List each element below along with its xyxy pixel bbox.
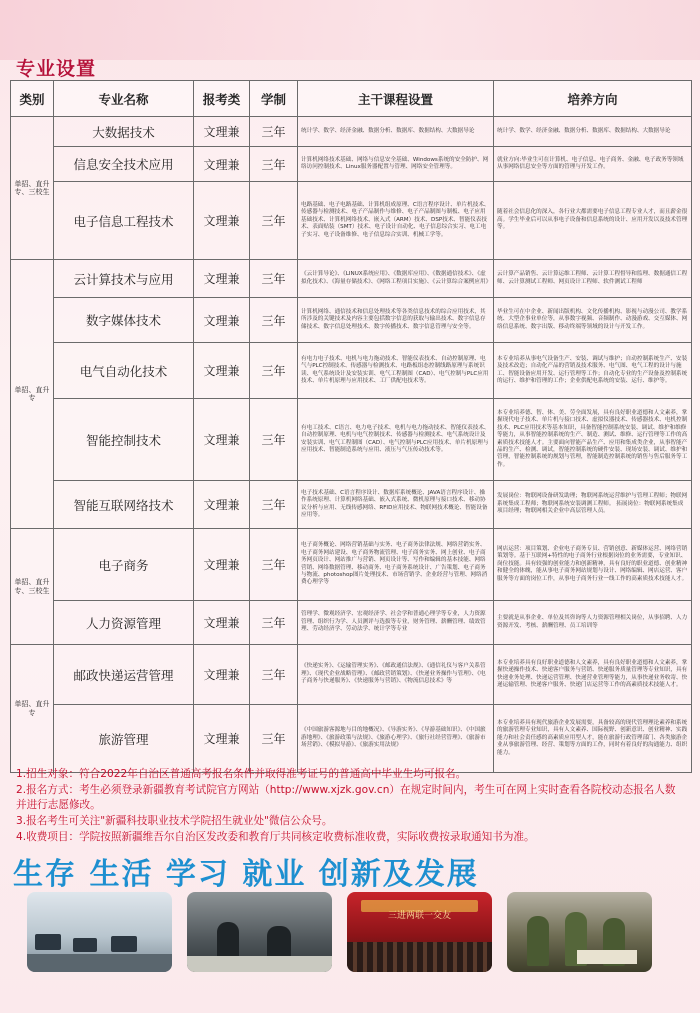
- header-category: 类别: [11, 81, 54, 117]
- category-cell: 单招、直升专: [11, 260, 54, 529]
- classroom-photo: [187, 892, 332, 972]
- ceremony-photo: [347, 892, 492, 972]
- duration: 三年: [250, 481, 298, 529]
- direction-cell: 本专业培养具有现代旅游企业发展需要，具备较高的现代管理理论素养和系统的旅游管理专业知识，具有人文素养、国际视野、创新意识、创业精神、实践能力和社会责任感的高素质应用型人才，能在旅游行政管理部门、各类旅游企业从事旅游管理、经营、策划等方面的工作，同时有着良好的沟通能力、组织能力。: [494, 705, 692, 773]
- note-fees: 4.收费项目：学院按照新疆维吾尔自治区发改委和教育厅共同核定收费标准收费，实际收费按录取通知书为准。: [16, 830, 535, 843]
- header-direction: 培养方向: [494, 81, 692, 117]
- duration: 三年: [250, 117, 298, 147]
- course-cell: 有电工技术、C语言、电力电子技术、电机与电力拖动技术、智能仪表技术、自动控制原理、电机与电气控制技术、传感器与检测技术、电气系统设计及安装实训、电气工程制图（CAD）、电气控制与PLC应用技术、单片机原理与应用技术、智能制造系统与应用、液压与气压传动技术等。: [298, 399, 494, 481]
- major-name: 智能控制技术: [54, 399, 194, 481]
- course-cell: 电子技术基础、C语言程序设计、数据库系统概论、JAVA语言程序设计、操作系统原理、计算机网络基础、嵌入式系统、微机原理与接口技术、移动协议分析与应用、无线传感网络、RFID应用技术、物联网技术概论、智能设备应用等。: [298, 481, 494, 529]
- exam-type: 文理兼: [194, 399, 250, 481]
- duration: 三年: [250, 260, 298, 298]
- exam-type: 文理兼: [194, 529, 250, 601]
- header-duration: 学制: [250, 81, 298, 117]
- direction-cell: 随着社会信息化的深入，各行业大都需要电子信息工程专业人才，而且薪金很高。学生毕业后可以从事电子设备和信息系统的设计、应用开发以及技术管理等。: [494, 182, 692, 260]
- header-exam-type: 报考类: [194, 81, 250, 117]
- major-name: 旅游管理: [54, 705, 194, 773]
- duration: 三年: [250, 529, 298, 601]
- table-row: [11, 601, 692, 645]
- exam-type: 文理兼: [194, 645, 250, 705]
- duration: 三年: [250, 705, 298, 773]
- note-wechat: 3.报名考生可关注"新疆科技职业技术学院招生就业处"微信公众号。: [16, 815, 333, 828]
- course-cell: 电路基础、电子电路基础、计算机组成原理、C语言程序设计、单片机技术、传感器与检测技术、电子产品制作与维修、电子产品制图与制板、电子应用基础技术、计算机网络技术、嵌入式（ARM）技术、DSP技术、智能仪表技术、表面贴装（SMT）技术、电子设计自动化、电子信息综合实习、电工电子实习、电子设备维修、电子信息综合实训、机械工学等。: [298, 182, 494, 260]
- table-row: [11, 529, 692, 601]
- header-decoration: [0, 0, 700, 60]
- major-name: 信息安全技术应用: [54, 147, 194, 182]
- exam-type: 文理兼: [194, 260, 250, 298]
- exam-type: 文理兼: [194, 147, 250, 182]
- exam-type: 文理兼: [194, 298, 250, 343]
- course-cell: 《快递实务》、《运输管理实务》、《邮政通信法规》、《通信礼仪与客户关系管理》、《现代企业战略管理》、《邮政营销策划》、《快递业务操作与管理》、《电子商务与快递服务》、《快递服务与营销》、《物流信息技术》等: [298, 645, 494, 705]
- duration: 三年: [250, 182, 298, 260]
- category-cell: 单招、直升专: [11, 645, 54, 773]
- exam-type: 文理兼: [194, 601, 250, 645]
- course-cell: 有电力电子技术、电机与电力拖动技术、智能仪表技术、自动控制原理、电气与PLC控制技术、传感器与检测技术、电路板组态控制线路原理与系统识读、电气系统设计及安装实训、电气工程制图（CAD）、电气控制与PLC应用技术、单片机原理与应用技术、工厂供配电技术等。: [298, 343, 494, 399]
- course-cell: 《云计算导论》、《LINUX系统应用》、《数据库应用》、《数据通信技术》、《虚拟化技术》、《海量存储技术》、《网络工程项目实施》、《云计算综合案例应用》: [298, 260, 494, 298]
- course-cell: 统计学、数学、经济金融、数据分析、数据库、数据结构、大数据导论: [298, 117, 494, 147]
- table-row: [11, 147, 692, 182]
- direction-cell: 云计算产品销售、云计算运维工程师、云计算工程督导和监理、数据通信工程师、云计算测试工程师、网页设计工程师、软件测试工程师: [494, 260, 692, 298]
- table-row: [11, 182, 692, 260]
- photo-strip: [27, 892, 672, 972]
- direction-cell: 统计学、数学、经济金融、数据分析、数据库、数据结构、大数据导论: [494, 117, 692, 147]
- duration: 三年: [250, 343, 298, 399]
- duration: 三年: [250, 147, 298, 182]
- duration: 三年: [250, 298, 298, 343]
- direction-cell: 毕业生可在中企业、新闻出版机构、文化传播机构、影视与动漫公司、教学系统、大型企事业单位等，从事数字视频、音频制作、动漫游戏、交互媒体、网络信息系统、数字出版、移动终端等领域的设计与开发工作。: [494, 298, 692, 343]
- slogan: 生存 生活 学习 就业 创新及发展: [13, 857, 479, 892]
- direction-cell: 发展岗位：物联网设备研发助理；物联网系统运营维护与管理工程师；物联网系统集成工程师；物联网系统安装调测工程师。 拓展岗位：物联网系统集成项目经理；物联网相关企业中高层管理人员。: [494, 481, 692, 529]
- note-registration: 2.报名方式：考生必须登录新疆教育考试院官方网站（http://www.xjzk.gov.cn）在规定时间内，考生可在网上实时查看各院校动态报名人数并进行志愿修改。: [16, 783, 676, 812]
- category-cell: 单招、直升专、三校生: [11, 529, 54, 645]
- course-cell: 电子商务概论、网络营销基础与实务、电子商务法律法规、网络营销实务、电子商务网站建设、电子商务物流管理、电子商务实务、网上创业、电子商务网页设计、网站推广与营销、网页设计等、写作和编辑的基本技能、网络营销、网络数据管理、移动商务、电子商务系统设计、广告策划、电子商务与物流、photoshop图片处理技术、市场营销学、企业经营与管理、网络消费心理学等: [298, 529, 494, 601]
- major-name: 人力资源管理: [54, 601, 194, 645]
- table-row: [11, 705, 692, 773]
- header-courses: 主干课程设置: [298, 81, 494, 117]
- note-target: 1.招生对象：符合2022年自治区普通高考报名条件并取得准考证号的普通高中毕业生均可报名。: [16, 768, 467, 780]
- table-header-row: [11, 81, 692, 117]
- table-row: [11, 399, 692, 481]
- table-row: [11, 481, 692, 529]
- table-row: [11, 298, 692, 343]
- category-cell: 单招、直升专、三校生: [11, 117, 54, 260]
- program-table: [10, 80, 692, 773]
- direction-cell: 网店运营：项目策划、企业电子商务专员、营销创意、新媒体运营、网络营销策划等。基于互联网+特性的电子商务行业根据岗位的业务需要，专业知识、岗位技能。具有较强的创业能力和创新精神，具有良好的职业道德、创业精神和健全的体魄，能从事电子商务网站规划与设计、网络编辑、网店运营、客户服务等方面的岗位工作，从事电子商务行业一线工作的高素质技术技能人才。: [494, 529, 692, 601]
- direction-cell: 本专业培养从事电气设备生产、安装、调试与维护；自动控制系统生产、安装及技术改造；自动化产品的营销及技术服务、电气图、电气工程的设计与施工、智能设备应用开发、运行管理等工作；自动化专业的生产设备及控制系统的运行、维护和管理的工作；企业供配电系统的安装、运行、维护等。: [494, 343, 692, 399]
- major-name: 数字媒体技术: [54, 298, 194, 343]
- course-cell: 管理学、微观经济学、宏观经济学、社会学和普通心理学等专业，人力资源管理、组织行为学、人员测评与选拔等专业，财务管理、薪酬管理、绩效管理、劳动经济学、劳动法学、统计学等专业: [298, 601, 494, 645]
- admission-notes: [16, 767, 686, 845]
- direction-cell: 本专业培养德、智、体、美、劳全面发展，具有良好职业道德和人文素养，掌握现代电子技术、单片机与接口技术、虚拟仪器技术、传感器技术、电机控制技术、PLC应用技术等基本知识，具备智能控制系统安装、调试、维护和维修等能力，从事智能控制系统的生产、制造、测试、维修、运行管理等工作的高素质技术技能人才。主要面向智能产品生产、应用和集成类企业，从事智能产品的生产、检测、调试，智能控制系统的硬件安装、现场安装、调试、维护和管理，智能控制系统的规划与管理，智能制造控制系统的销售与售后服务等工作。: [494, 399, 692, 481]
- header-major-name: 专业名称: [54, 81, 194, 117]
- major-name: 电子信息工程技术: [54, 182, 194, 260]
- military-training-photo: [507, 892, 652, 972]
- direction-cell: 就业方向:毕业生可在计算机、电子信息、电子商务、金融、电子政务等领域从事网络信息安全等方面的管理与开发工作。: [494, 147, 692, 182]
- exam-type: 文理兼: [194, 182, 250, 260]
- direction-cell: 主要就是从事企业、单位及其咨询等人力资源管理相关岗位，从事招聘、人力资源开发、考核、薪酬管理、员工培训等: [494, 601, 692, 645]
- direction-cell: 本专业培养具有良好职业道德和人文素养，具有良好职业道德和人文素养，掌握快递操作技术、快递客户服务与营销、快递服务质量管理等专业知识，具有快递业务处理、快递运营管理、快递营业管理等能力，从事快递业务收寄、快递运输管理、快递客户服务、快递门店运营等工作的高素质技术技能人才。: [494, 645, 692, 705]
- duration: 三年: [250, 645, 298, 705]
- major-name: 邮政快递运营管理: [54, 645, 194, 705]
- course-cell: 计算机网络、通信技术和信息处理技术等各类信息技术的综合应用技术，其所涉及的关键技术及内容主要包括数字信息的获取与输出技术、数字信息存储技术、数字信息处理技术、数字传播技术、数字信息管理与安全等。: [298, 298, 494, 343]
- course-cell: 计算机网络技术基础、网络与信息安全基础、Windows系统的安全防护、网络访问控制技术、Linux服务器配置与管理、网络安全管理等。: [298, 147, 494, 182]
- photo-caption: 三进两联一交友: [387, 911, 451, 921]
- table-row: [11, 645, 692, 705]
- exam-type: 文理兼: [194, 343, 250, 399]
- program-table-wrapper: [10, 80, 691, 773]
- major-name: 大数据技术: [54, 117, 194, 147]
- exam-type: 文理兼: [194, 117, 250, 147]
- duration: 三年: [250, 399, 298, 481]
- duration: 三年: [250, 601, 298, 645]
- major-name: 云计算技术与应用: [54, 260, 194, 298]
- computer-lab-photo: [27, 892, 172, 972]
- table-row: [11, 260, 692, 298]
- course-cell: 《中国旅游客源地与目的地概况》、《导游实务》、《导游基础知识》、《中国旅游地理》、《旅游政策与法规》、《旅游心理学》、《旅行社经营管理》、《旅游市场营销》、《模拟导游》、《旅游实用法规》: [298, 705, 494, 773]
- section-title: 专业设置: [16, 58, 97, 80]
- table-row: [11, 343, 692, 399]
- exam-type: 文理兼: [194, 481, 250, 529]
- major-name: 电气自动化技术: [54, 343, 194, 399]
- table-row: [11, 117, 692, 147]
- exam-type: 文理兼: [194, 705, 250, 773]
- major-name: 电子商务: [54, 529, 194, 601]
- major-name: 智能互联网络技术: [54, 481, 194, 529]
